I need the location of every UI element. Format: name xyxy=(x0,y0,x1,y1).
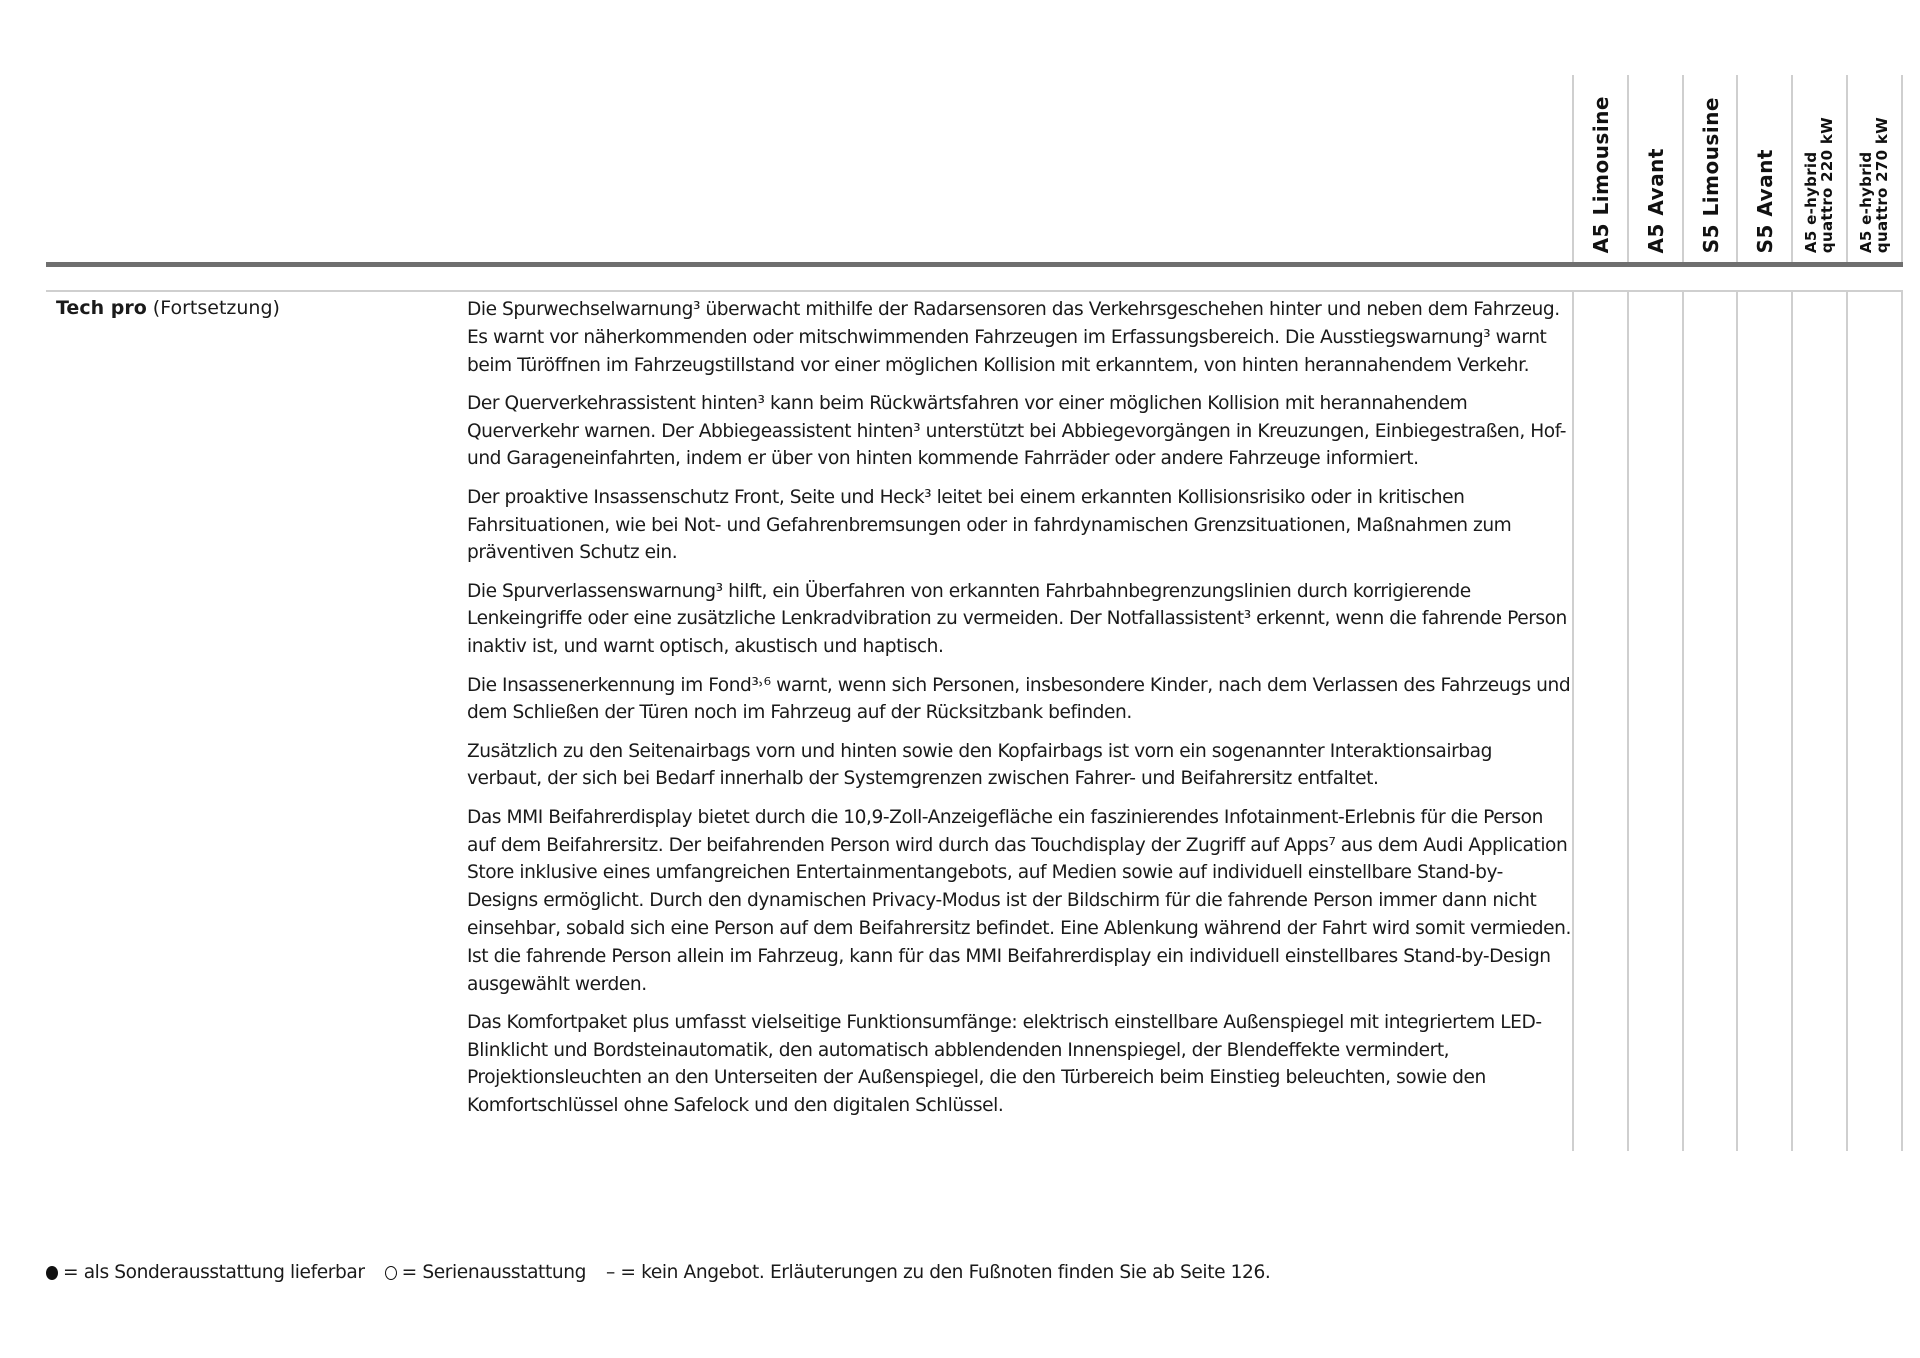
column-header-label: S5 Limousine xyxy=(1698,96,1723,253)
section-title-suffix: (Fortsetzung) xyxy=(146,297,280,319)
paragraph-querverkehrassistent: Der Querverkehrassistent hinten³ kann beim Rückwärtsfahren vor einer möglichen Kollision mit herannahendem Querverkehr warnen. Der Abbiegeassistent hinten³ unterstützt bei Abbiegevorgängen in Kreuzungen, Einbiegestraßen, Hof- und Garageneinfahrten, indem er über von hinten kommende Fahrräder oder andere Fahrzeuge informiert. xyxy=(467,392,1567,470)
filled-circle-icon xyxy=(46,1266,58,1280)
open-circle-icon xyxy=(385,1266,397,1280)
column-header-label: A5 Limousine xyxy=(1588,95,1613,253)
paragraph-airbags: Zusätzlich zu den Seitenairbags vorn und hinten sowie den Kopfairbags ist vorn ein sogenannter Interaktionsairbag verbaut, der sich bei Bedarf innerhalb der Systemgrenzen zwischen Fahrer- und Beifahrersitz entfaltet. xyxy=(467,740,1492,790)
column-header-label: S5 Avant xyxy=(1752,148,1777,253)
column-header-line: quattro 220 kW xyxy=(1818,116,1836,253)
paragraph-spurverlassenswarnung: Die Spurverlassenswarnung³ hilft, ein Überfahren von erkannten Fahrbahnbegrenzungslinien durch korrigierende Lenkeingriffe oder eine zusätzliche Lenkradvibration zu vermeiden. Der Notfallassistent³ erkennt, wenn die fahrende Person inaktiv ist, und warnt optisch, akustisch und haptisch. xyxy=(467,580,1567,658)
column-header-a5-e-hybrid-220 xyxy=(1793,75,1847,253)
paragraph-spurwechselwarnung: Die Spurwechselwarnung³ überwacht mithilfe der Radarsensoren das Verkehrsgeschehen hinter und neben dem Fahrzeug. Es warnt vor näherkommenden oder mitschwimmenden Fahrzeugen im Erfassungsbereich. Die Ausstiegswarnung³ warnt beim Türöffnen im Fahrzeugstillstand vor einer möglichen Kollision mit erkanntem, von hinten herannahendem Verkehr. xyxy=(467,299,1560,376)
column-divider xyxy=(1682,291,1684,1151)
paragraph-insassenerkennung: Die Insassenerkennung im Fond³˒⁶ warnt, wenn sich Personen, insbesondere Kinder, nach dem Verlassen des Fahrzeugs und dem Schließen der Türen noch im Fahrzeug auf der Rücksitzbank befinden. xyxy=(467,674,1571,724)
column-header-line: A5 e-hybrid xyxy=(1857,151,1876,253)
column-divider xyxy=(1572,291,1574,1151)
column-header-line: A5 e-hybrid xyxy=(1802,151,1821,253)
column-divider xyxy=(1846,291,1848,1151)
paragraph-insassenschutz: Der proaktive Insassenschutz Front, Seite und Heck³ leitet bei einem erkannten Kollisionsrisiko oder in kritischen Fahrsituationen, wie bei Not- und Gefahrenbremsungen oder in fahrdynamischen Grenzsituationen, Maßnahmen zum präventiven Schutz ein. xyxy=(467,486,1512,564)
column-header-label xyxy=(1804,117,1836,253)
column-header-s5-avant xyxy=(1738,75,1792,253)
column-header-line: quattro 270 kW xyxy=(1873,116,1891,253)
column-header-a5-avant xyxy=(1629,75,1683,253)
column-header-label xyxy=(1859,117,1891,253)
column-divider xyxy=(1901,291,1903,1151)
column-header-label: A5 Avant xyxy=(1643,147,1668,253)
legend xyxy=(46,1262,1270,1283)
header-rule xyxy=(46,262,1903,267)
column-header-s5-limousine xyxy=(1684,75,1738,253)
paragraph-komfortpaket: Das Komfortpaket plus umfasst vielseitige Funktionsumfänge: elektrisch einstellbare Außenspiegel mit integriertem LED-Blinklicht und Bordsteinautomatik, den automatisch abblendenden Innenspiegel, der Blendeffekte vermindert, Projektionsleuchten an den Unterseiten der Außenspiegel, die den Türbereich beim Einstieg beleuchten, sowie den Komfortschlüssel ohne Safelock und den digitalen Schlüssel. xyxy=(467,1011,1542,1117)
column-header-a5-e-hybrid-270 xyxy=(1848,75,1902,253)
column-header-a5-limousine xyxy=(1574,75,1628,253)
legend-standard: = Serienausstattung xyxy=(401,1262,587,1283)
paragraph-beifahrerdisplay: Das MMI Beifahrerdisplay bietet durch die 10,9-Zoll-Anzeigefläche ein faszinierendes Infotainment-Erlebnis für die Person auf dem Beifahrersitz. Der beifahrenden Person wird durch das Touchdisplay der Zugriff auf Apps⁷ aus dem Audi Application Store inklusive eines umfangreichen Entertainmentangebots, auf Medien sowie auf individuell einstellbare Stand-by-Designs ermöglicht. Durch den dynamischen Privacy-Modus ist der Bildschirm für die fahrende Person immer dann nicht einsehbar, sobald sich eine Person auf dem Beifahrersitz befindet. Eine Ablenkung während der Fahrt wird somit vermieden. Ist die fahrende Person allein im Fahrzeug, kann für das MMI Beifahrerdisplay ein individuell einstellbares Stand-by-Design ausgewählt werden. xyxy=(467,806,1571,995)
legend-none-and-footnotes: – = kein Angebot. Erläuterungen zu den Fußnoten finden Sie ab Seite 126. xyxy=(606,1262,1271,1283)
legend-optional: = als Sonderausstattung lieferbar xyxy=(63,1262,365,1283)
section-title xyxy=(56,297,280,319)
column-divider xyxy=(1791,291,1793,1151)
column-divider xyxy=(1736,291,1738,1151)
row-divider xyxy=(46,290,1903,292)
column-divider xyxy=(1627,291,1629,1151)
feature-description xyxy=(467,296,1572,1131)
section-title-bold: Tech pro xyxy=(56,297,147,319)
